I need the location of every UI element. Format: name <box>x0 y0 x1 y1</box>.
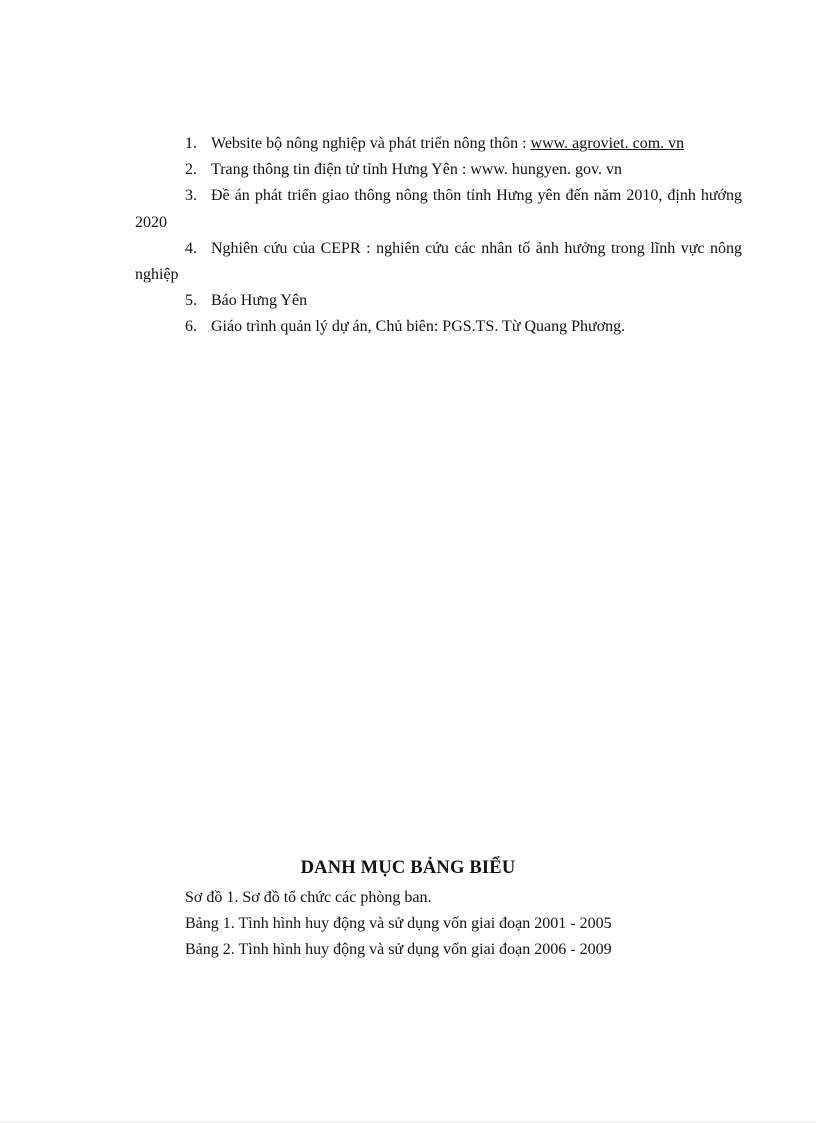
reference-number: 6. <box>185 318 197 336</box>
reference-list <box>135 131 742 341</box>
table-list-item: Bảng 2. Tình hình huy động và sử dụng vốn giai đoạn 2006 - 2009 <box>185 941 612 959</box>
reference-text: Giáo trình quản lý dự án, Chủ biên: PGS.TS. Từ Quang Phương. <box>211 318 626 336</box>
reference-item <box>135 288 742 314</box>
reference-number: 4. <box>185 239 197 257</box>
reference-number: 5. <box>185 292 197 310</box>
reference-text: Đề án phát triển giao thông nông thôn tỉnh Hưng yên đến năm 2010, định hướng 2020 <box>135 187 742 231</box>
reference-number: 1. <box>185 135 197 152</box>
reference-item <box>135 157 742 183</box>
reference-link[interactable]: www. agroviet. com. vn <box>530 135 685 152</box>
table-list-item: Bảng 1. Tình hình huy động và sử dụng vốn giai đoạn 2001 - 2005 <box>185 915 612 933</box>
reference-number: 2. <box>185 161 197 179</box>
reference-item <box>135 236 742 288</box>
reference-text: Báo Hưng Yên <box>211 292 308 310</box>
reference-item <box>135 183 742 235</box>
reference-text: Nghiên cứu của CEPR : nghiên cứu các nhân tố ảnh hưởng trong lĩnh vực nông nghiệp <box>135 239 742 284</box>
reference-text: Website bộ nông nghiệp và phát triển nông thôn : <box>211 135 531 152</box>
reference-number: 3. <box>185 187 197 205</box>
reference-text: Trang thông tin điện tử tỉnh Hưng Yên : www. hungyen. gov. vn <box>211 161 622 179</box>
reference-item <box>135 314 742 340</box>
table-list <box>185 885 745 964</box>
table-list-title: DANH MỤC BẢNG BIỂU <box>300 858 516 878</box>
reference-item <box>135 131 742 157</box>
table-list-item: Sơ đồ 1. Sơ đồ tổ chức các phòng ban. <box>185 889 432 906</box>
